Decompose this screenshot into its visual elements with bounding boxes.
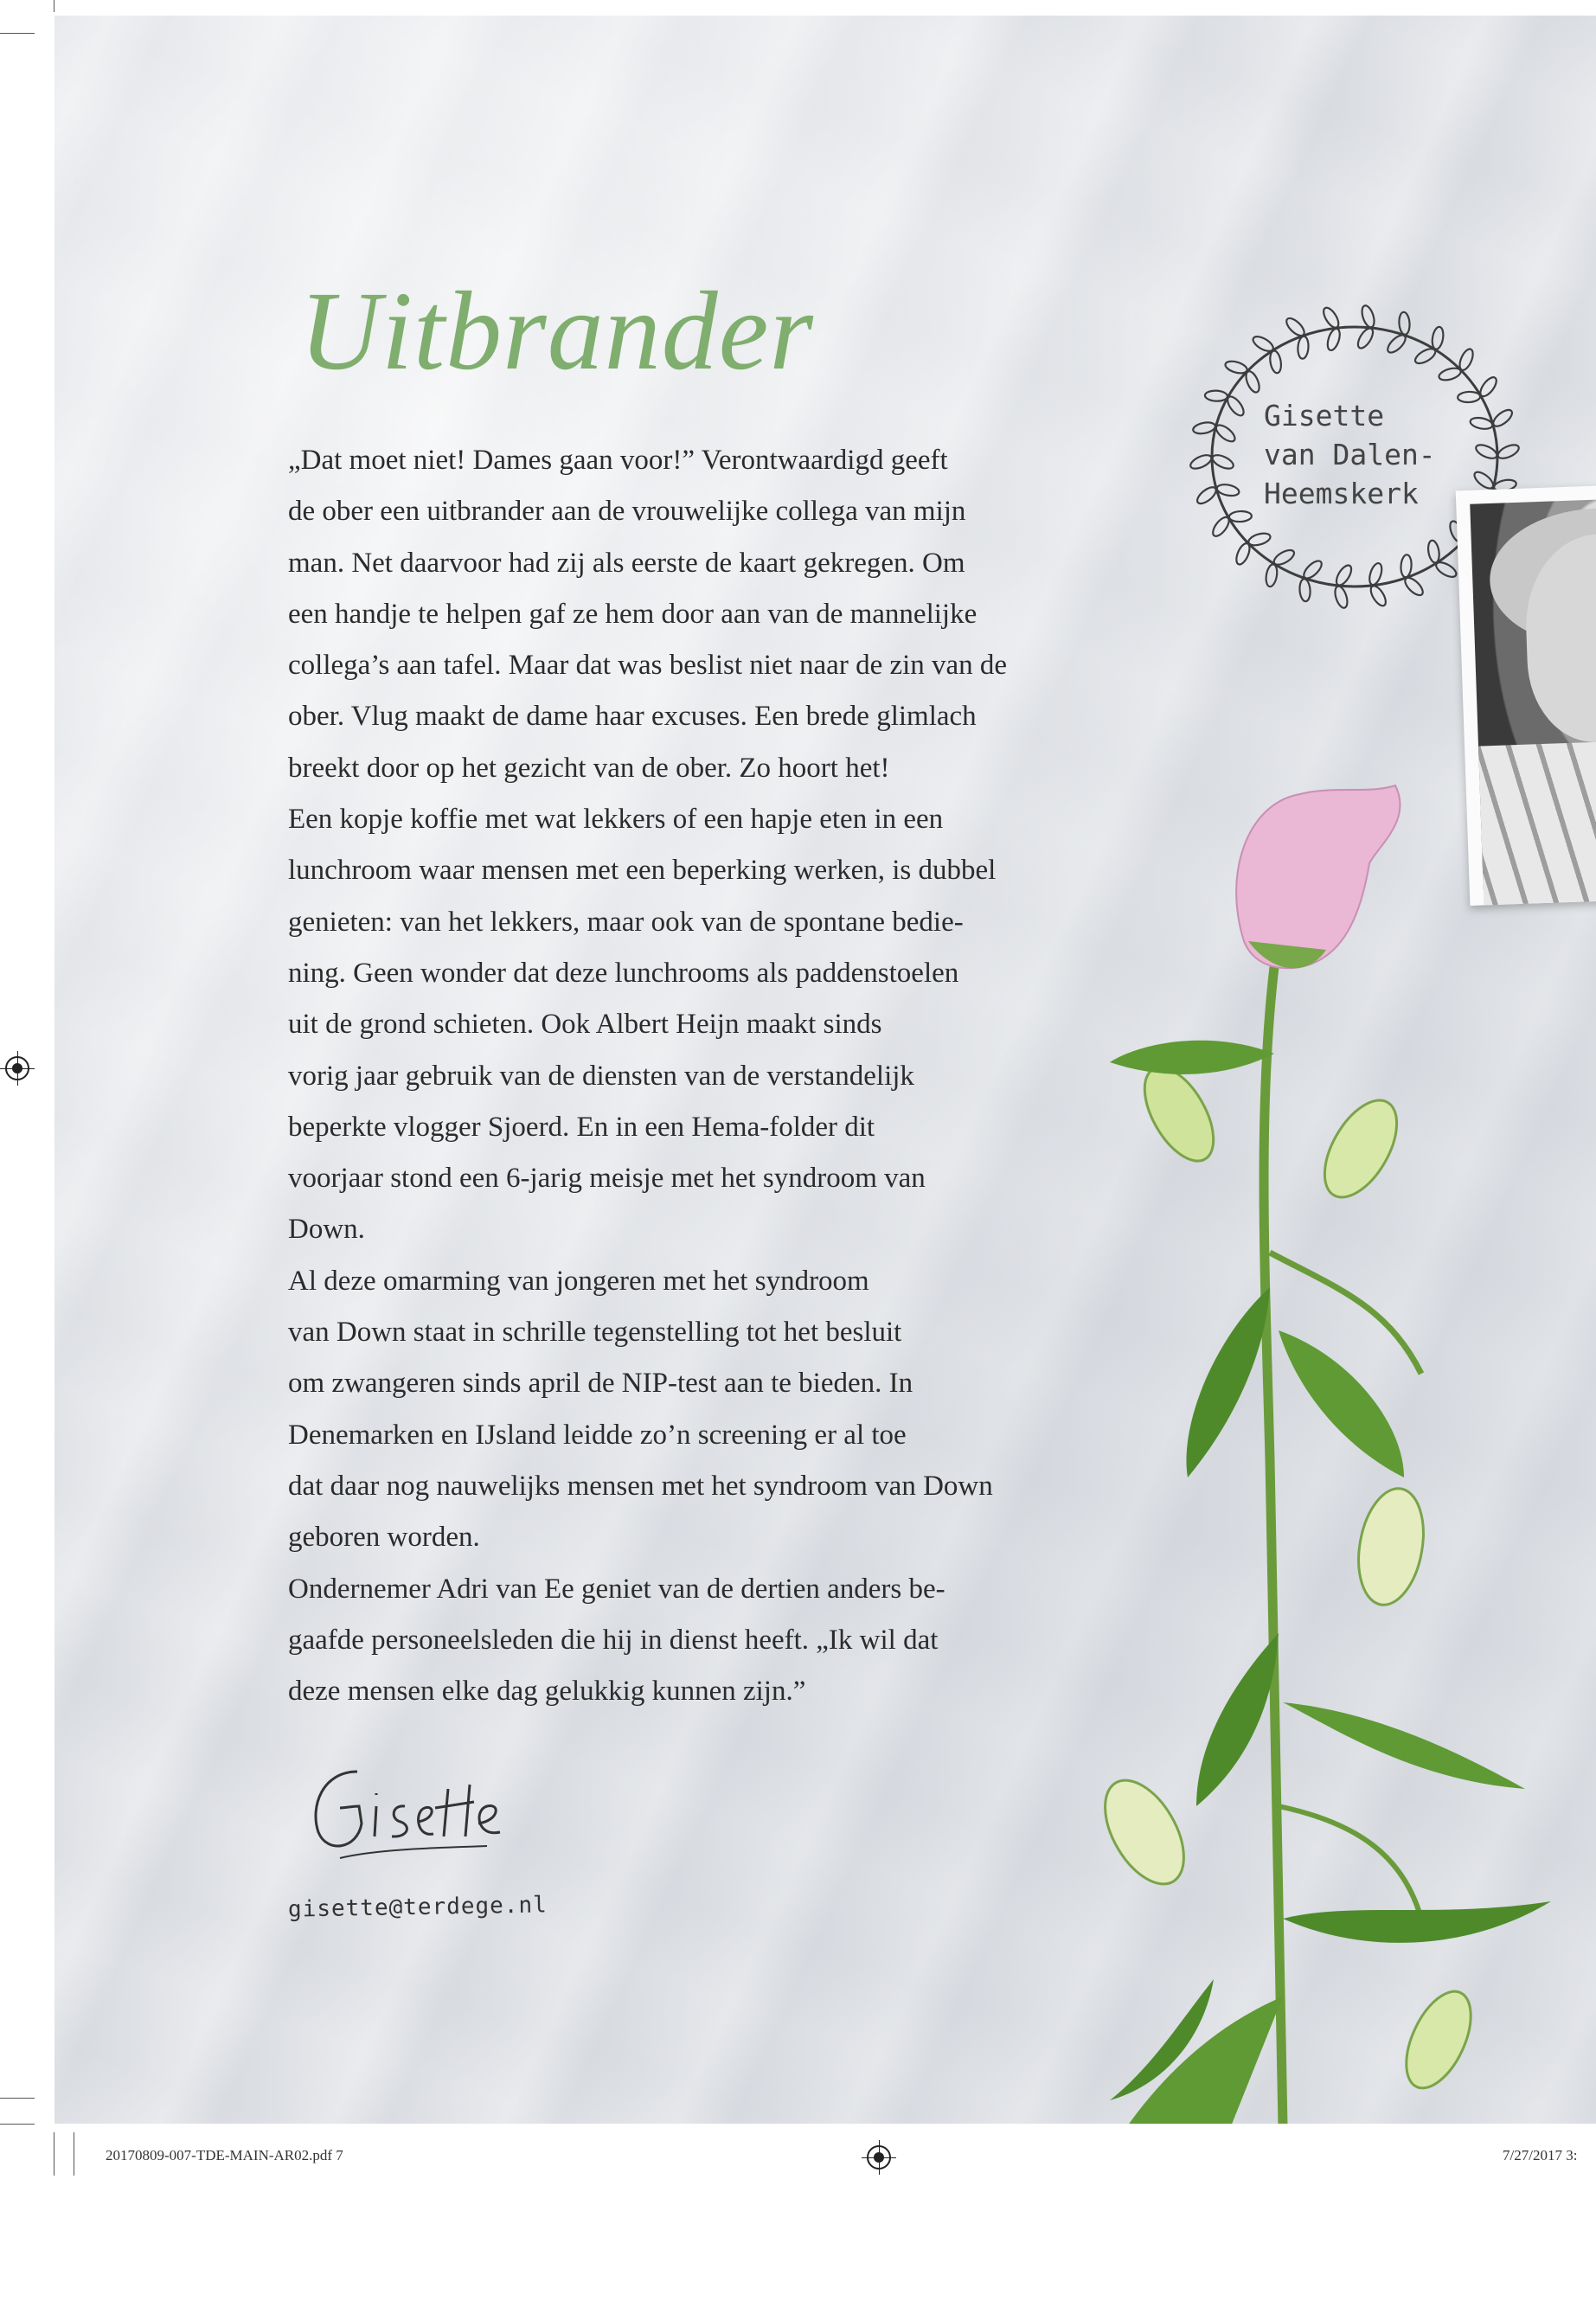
wreath-leaf — [1214, 422, 1238, 445]
registration-mark-icon — [5, 1056, 29, 1080]
wreath-leaf — [1457, 347, 1475, 372]
print-filename: 20170809-007-TDE-MAIN-AR02.pdf 7 — [106, 2147, 343, 2163]
wreath-leaf — [1224, 359, 1248, 375]
body-line: uit de grond schieten. Ook Albert Heijn maakt sinds — [288, 1009, 882, 1041]
wreath-leaf — [1321, 305, 1342, 330]
body-line: gaafde personeelsleden die hij in dienst heeft. „Ik wil dat — [288, 1624, 939, 1656]
body-line: een handje te helpen gaf ze hem door aan van de mannelijke — [288, 598, 977, 630]
wreath-leaf — [1401, 554, 1413, 578]
wreath-leaf — [1195, 484, 1219, 507]
wreath-leaf — [1431, 326, 1445, 350]
body-line: collega’s aan tafel. Maar dat was beslist niet naar de zin van de — [288, 650, 1008, 682]
body-line: Ondernemer Adri van Ee geniet van de dertien anders be- — [288, 1573, 945, 1605]
author-badge — [1264, 396, 1436, 513]
handwritten-signature — [305, 1754, 530, 1867]
wreath-leaf — [1269, 350, 1283, 375]
wreath-leaf — [1471, 469, 1496, 491]
wreath-leaf — [1368, 584, 1388, 608]
author-email: gisette@terdege.nl — [287, 1892, 548, 1923]
wreath-leaf — [1356, 326, 1376, 350]
body-line: dat daar nog nauwelijks mensen met het syndroom van Down — [288, 1470, 993, 1502]
wreath-leaf — [1272, 548, 1296, 568]
wreath-leaf — [1438, 366, 1462, 382]
body-line: geboren worden. — [288, 1522, 480, 1554]
body-line: „Dat moet niet! Dames gaan voor!” Verontwaardigd geeft — [288, 445, 948, 476]
author-name-line: Heemskerk — [1264, 477, 1419, 510]
body-line: van Down staat in schrille tegenstelling tot het besluit — [288, 1317, 902, 1349]
author-name-line: van Dalen- — [1264, 438, 1436, 471]
wreath-leaf — [1367, 561, 1383, 586]
body-line: om zwangeren sinds april de NIP-test aan te bieden. In — [288, 1368, 913, 1400]
wreath-leaf — [1474, 442, 1499, 461]
wreath-leaf — [1458, 391, 1481, 402]
wreath-leaf — [1333, 585, 1349, 609]
bellflower-illustration — [1075, 768, 1594, 2124]
body-line: ning. Geen wonder dat deze lunchrooms als paddenstoelen — [288, 957, 959, 989]
wreath-leaf — [1225, 394, 1247, 418]
wreath-leaf — [1265, 563, 1279, 587]
wreath-leaf — [1334, 563, 1355, 587]
crop-mark — [0, 2124, 35, 2125]
wreath-leaf — [1426, 540, 1440, 564]
wreath-leaf — [1243, 369, 1261, 394]
wreath-leaf — [1413, 346, 1437, 367]
wreath-leaf — [1284, 316, 1307, 339]
body-line: voorjaar stond een 6-jarig meisje met het syndroom van — [288, 1163, 926, 1195]
wreath-leaf — [1325, 327, 1342, 351]
wreath-leaf — [1299, 579, 1311, 602]
wreath-leaf — [1210, 452, 1235, 471]
wreath-leaf — [1385, 332, 1408, 356]
wreath-leaf — [1360, 304, 1376, 329]
author-name-line: Gisette — [1264, 399, 1385, 433]
body-line: lunchroom waar mensen met een beperking werken, is dubbel — [288, 855, 997, 887]
registration-mark-icon — [867, 2145, 891, 2170]
body-line: Down. — [288, 1214, 365, 1246]
body-line: breekt door op het gezicht van de ober. Zo hoort het! — [288, 752, 890, 784]
wreath-leaf — [1247, 531, 1272, 548]
wreath-leaf — [1234, 542, 1252, 567]
print-date: 7/27/2017 3: — [1503, 2147, 1578, 2163]
body-line: Denemarken en IJsland leidde zo’n screening er al toe — [288, 1419, 907, 1451]
wreath-leaf — [1399, 311, 1411, 335]
wreath-leaf — [1229, 510, 1253, 522]
wreath-leaf — [1189, 452, 1214, 471]
body-line: ober. Vlug maakt de dame haar excuses. Een brede glimlach — [288, 701, 977, 733]
wreath-leaf — [1490, 407, 1515, 429]
body-line: beperkte vlogger Sjoerd. En in een Hema-folder dit — [288, 1111, 875, 1143]
article-title: Uitbrander — [299, 269, 814, 394]
body-line: Al deze omarming van jongeren met het syndroom — [288, 1265, 869, 1297]
wreath-leaf — [1496, 442, 1521, 461]
body-line: genieten: van het lekkers, maar ook van de spontane bedie- — [288, 906, 964, 938]
wreath-leaf — [1205, 390, 1228, 401]
crop-mark — [0, 33, 35, 34]
body-line: Een kopje koffie met wat lekkers of een hapje eten in een — [288, 804, 944, 836]
wreath-leaf — [1301, 558, 1324, 581]
body-line: man. Net daarvoor had zij als eerste de kaart gekregen. Om — [288, 547, 965, 579]
crop-mark — [0, 2098, 35, 2099]
wreath-leaf — [1192, 420, 1216, 435]
body-line: de ober een uitbrander aan de vrouwelijke collega van mijn — [288, 496, 966, 528]
wreath-leaf — [1298, 336, 1310, 359]
magazine-page — [54, 16, 1596, 2124]
body-line: vorig jaar gebruik van de diensten van de verstandelijk — [288, 1060, 914, 1092]
body-line: deze mensen elke dag gelukkig kunnen zijn.” — [288, 1676, 806, 1708]
wreath-leaf — [1402, 575, 1426, 599]
